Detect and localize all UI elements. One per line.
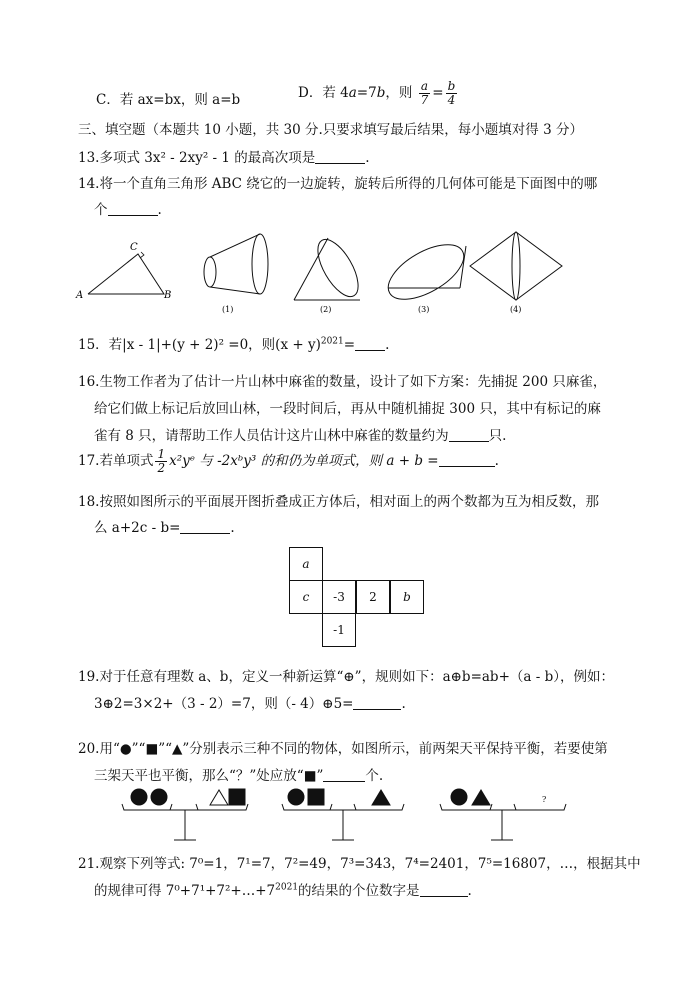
option-d-post: ，则: [385, 85, 413, 101]
q16-text: 雀有 8 只，请帮助工作人员估计这片山林中麻雀的数量约为: [94, 428, 449, 444]
frac-numerator: 1: [157, 447, 166, 461]
balance-2: [282, 789, 404, 840]
question-21-line1: 21.观察下列等式: 7⁰=1，7¹=7，7²=49，7³=343，7⁴=2401，7⁵=16807，…，根据其中: [78, 856, 641, 872]
label-a: A: [76, 290, 84, 301]
question-15: [78, 333, 389, 353]
question-16-line2: 给它们做上标记后放回山林，一段时间后，再从中随机捕捉 300 只，其中有标记的麻: [94, 401, 601, 417]
balance-1: [122, 789, 248, 840]
q17-end: .: [494, 453, 499, 469]
option-d-prefix: D．若 4: [298, 85, 349, 101]
double-cone-solid: [470, 232, 562, 300]
caption-3: (3): [418, 305, 430, 314]
net-cell-c: c: [289, 580, 323, 614]
caption-1: (1): [222, 305, 234, 314]
q14-end: .: [157, 202, 162, 218]
option-d: [298, 80, 459, 107]
q18-end: .: [230, 520, 235, 536]
net-cell-a: a: [289, 547, 323, 581]
q19-text: 3⊕2=3×2+（3 - 2）=7，则（- 4）⊕5=: [94, 696, 354, 712]
answer-blank[interactable]: [439, 453, 495, 467]
answer-blank[interactable]: [180, 520, 230, 534]
frac-numerator: a: [419, 80, 431, 94]
label-b: B: [164, 290, 172, 301]
question-21-line2: [94, 879, 472, 899]
question-17: [78, 448, 499, 475]
question-mark: ?: [542, 795, 547, 804]
inverted-cone-solid: [380, 234, 473, 311]
q21-end: .: [467, 883, 472, 899]
q21-exponent: 2021: [275, 882, 299, 893]
answer-blank[interactable]: [449, 428, 489, 442]
question-20-line1: 20.用“●”“■”“▲”分别表示三种不同的物体，如图所示，前两架天平保持平衡，若要使第: [78, 741, 608, 757]
frustum-solid: [204, 234, 268, 294]
q19-end: .: [401, 696, 406, 712]
answer-blank[interactable]: [315, 150, 365, 164]
fraction-b-over-4: [446, 80, 458, 107]
answer-blank[interactable]: [355, 337, 385, 351]
net-cell-minus3: -3: [322, 580, 356, 614]
q15-text: 15．若|x - 1|+(y + 2)² =0，则(x + y): [78, 337, 321, 353]
question-14-line2: [94, 198, 162, 218]
caption-4: (4): [510, 305, 522, 314]
net-cell-2: 2: [356, 580, 390, 614]
question-14-line1: 14.将一个直角三角形 ABC 绕它的一边旋转，旋转后所得的几何体可能是下面图中的哪: [78, 176, 598, 192]
q17-monomials: x²yᵉ 与 -2xᵇy³ 的和仍为单项式，则 a + b =: [169, 453, 439, 469]
question-18-line1: 18.按照如图所示的平面展开图折叠成正方体后，相对面上的两个数都为互为相反数，那: [78, 494, 599, 510]
q20-text: 三架天平也平衡，那么“？”处应放“■”: [94, 768, 324, 784]
answer-blank[interactable]: [323, 768, 365, 782]
q16-end: 只.: [488, 428, 507, 444]
answer-blank[interactable]: [420, 883, 468, 897]
answer-blank[interactable]: [108, 202, 158, 216]
balance-scales-figure: [110, 786, 600, 848]
q15-exponent: 2021: [320, 336, 344, 347]
q15-equals: =: [343, 337, 356, 353]
option-d-var-a: a: [348, 85, 357, 101]
right-triangle-abc: [88, 252, 164, 294]
frac-denominator: 4: [447, 93, 456, 107]
fraction-half: [155, 448, 167, 475]
question-19-line2: [94, 692, 406, 712]
solids-figure: [70, 228, 590, 318]
question-20-line2: [94, 764, 383, 784]
answer-blank[interactable]: [353, 696, 401, 710]
question-13: [78, 146, 370, 166]
q17-text: 17.若单项式: [78, 453, 154, 469]
section-heading: 三、填空题（本题共 10 小题，共 30 分.只要求填写最后结果，每小题填对得 3 分）: [78, 122, 583, 138]
q13-end: .: [365, 150, 370, 166]
question-16-line1: 16.生物工作者为了估计一片山林中麻雀的数量，设计了如下方案：先捕捉 200 只麻雀，: [78, 374, 607, 390]
q20-end: 个.: [365, 768, 384, 784]
question-19-line1: 19.对于任意有理数 a、b，定义一种新运算“⊕”，规则如下：a⊕b=ab+（a - b），例如：: [78, 669, 614, 685]
caption-2: (2): [320, 305, 332, 314]
option-d-mid: =7: [356, 85, 377, 101]
equals-sign: =: [432, 85, 444, 101]
option-c: C．若 ax=bx，则 a=b: [96, 92, 241, 108]
option-d-var-b: b: [376, 85, 386, 101]
q21-mid: 的结果的个位数字是: [298, 883, 420, 899]
q18-text: 么 a+2c - b=: [94, 520, 181, 536]
q14-text: 个: [94, 202, 108, 218]
question-16-line3: [94, 424, 506, 444]
fraction-a-over-7: [419, 80, 431, 107]
label-c: C: [130, 242, 138, 253]
balance-3: [440, 789, 566, 840]
net-cell-minus1: -1: [322, 613, 356, 647]
q21-text: 的规律可得 7⁰+7¹+7²+…+7: [94, 883, 276, 899]
frac-numerator: b: [447, 79, 456, 93]
net-cell-b: b: [390, 580, 424, 614]
q13-text: 13.多项式 3x² - 2xy² - 1 的最高次项是: [78, 150, 316, 166]
frac-denominator: 7: [420, 93, 429, 107]
cone-solid: [294, 233, 366, 302]
frac-denominator: 2: [157, 461, 166, 475]
q15-end: .: [385, 337, 390, 353]
question-18-line2: [94, 516, 235, 536]
